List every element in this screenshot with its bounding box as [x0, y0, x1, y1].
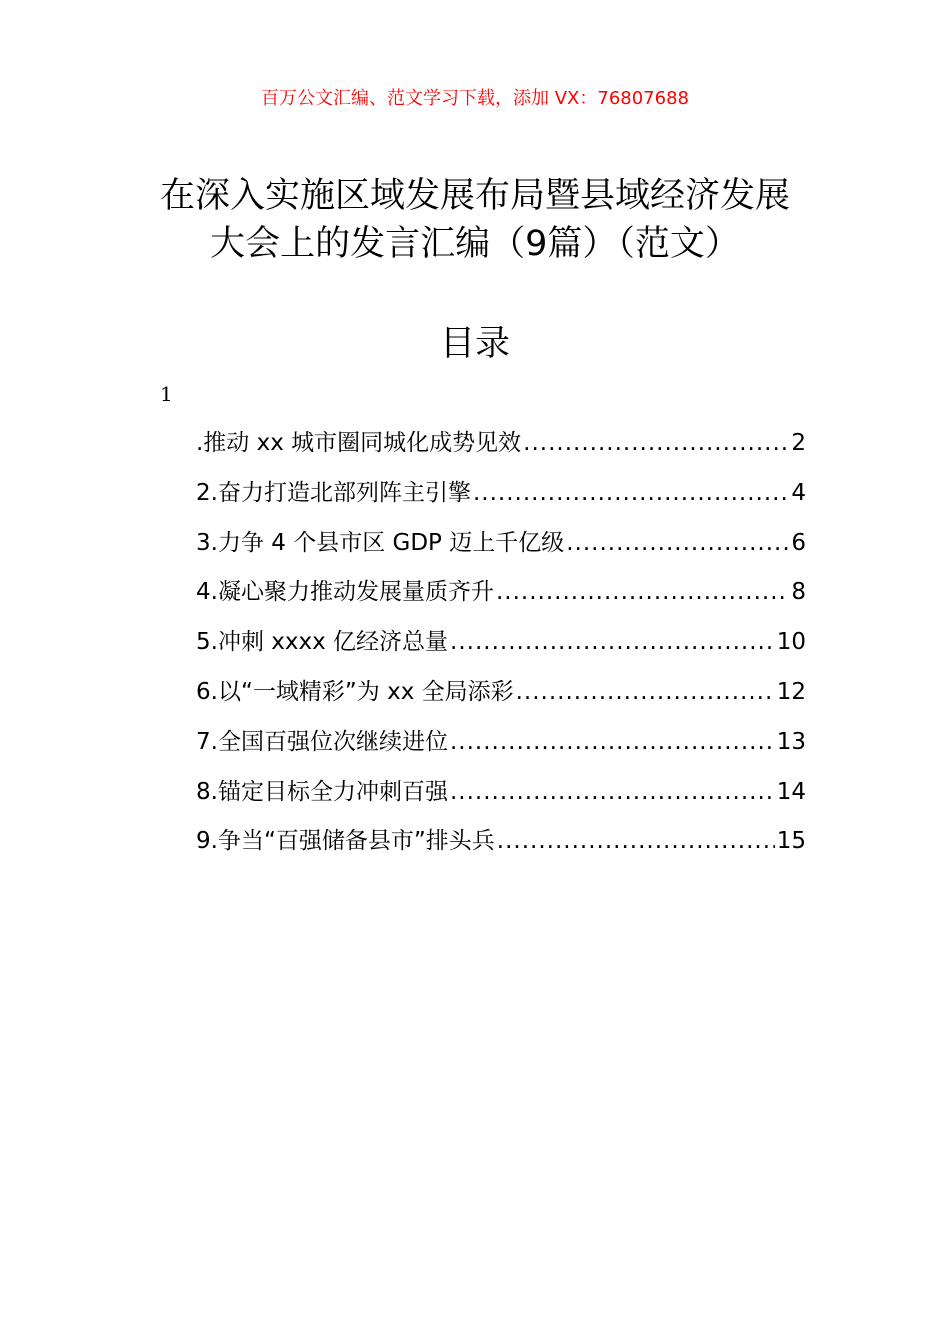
toc-entry-page: 8: [791, 579, 806, 606]
toc-entry-page: 13: [776, 728, 806, 755]
toc-entry[interactable]: [196, 573, 806, 623]
table-of-contents: [196, 424, 806, 872]
toc-leader-dots: [497, 828, 775, 854]
stray-number: 1: [160, 382, 173, 406]
toc-leader-dots: [566, 530, 789, 556]
document-title-line-1: 在深入实施区域发展布局暨县域经济发展: [159, 176, 790, 216]
toc-leader-dots: [450, 729, 775, 755]
toc-leader-dots: [473, 480, 789, 506]
toc-entry-page: 14: [776, 778, 806, 805]
toc-entry-label: 2.奋力打造北部列阵主引擎: [196, 479, 471, 506]
toc-entry[interactable]: [196, 424, 806, 474]
toc-entry[interactable]: [196, 474, 806, 524]
toc-entry-label: .推动 xx 城市圈同城化成势见效: [196, 430, 522, 456]
toc-entry[interactable]: [196, 673, 806, 723]
toc-entry-label: 5.冲刺 xxxx 亿经济总量: [196, 629, 449, 656]
toc-entry-page: 6: [791, 529, 806, 556]
toc-entry-page: 15: [776, 828, 806, 855]
watermark-header-note: 百万公文汇编、范文学习下载，添加 VX：76807688: [261, 88, 689, 109]
document-title-line-2: 大会上的发言汇编（9篇）（范文）: [210, 224, 740, 264]
toc-entry[interactable]: [196, 623, 806, 673]
toc-entry-label: 7.全国百强位次继续进位: [196, 728, 448, 755]
toc-entry-label: 8.锚定目标全力冲刺百强: [196, 778, 448, 805]
toc-leader-dots: [450, 779, 775, 805]
toc-leader-dots: [496, 579, 789, 605]
toc-entry[interactable]: [196, 524, 806, 574]
toc-entry-label: 6.以“一域精彩”为 xx 全局添彩: [196, 678, 514, 705]
toc-entry-page: 12: [776, 678, 806, 705]
toc-entry[interactable]: [196, 822, 806, 872]
toc-entry-label: 9.争当“百强储备县市”排头兵: [196, 828, 495, 855]
toc-entry-page: 10: [776, 629, 806, 656]
toc-entry-page: 4: [791, 479, 806, 506]
toc-leader-dots: [516, 679, 775, 705]
toc-heading: 目录: [439, 324, 510, 364]
toc-entry-page: 2: [791, 430, 806, 456]
toc-entry[interactable]: [196, 773, 806, 823]
toc-entry-label: 3.力争 4 个县市区 GDP 迈上千亿级: [196, 529, 565, 556]
toc-leader-dots: [450, 629, 775, 655]
toc-leader-dots: [523, 430, 789, 456]
toc-entry[interactable]: [196, 723, 806, 773]
toc-entry-label: 4.凝心聚力推动发展量质齐升: [196, 579, 494, 606]
